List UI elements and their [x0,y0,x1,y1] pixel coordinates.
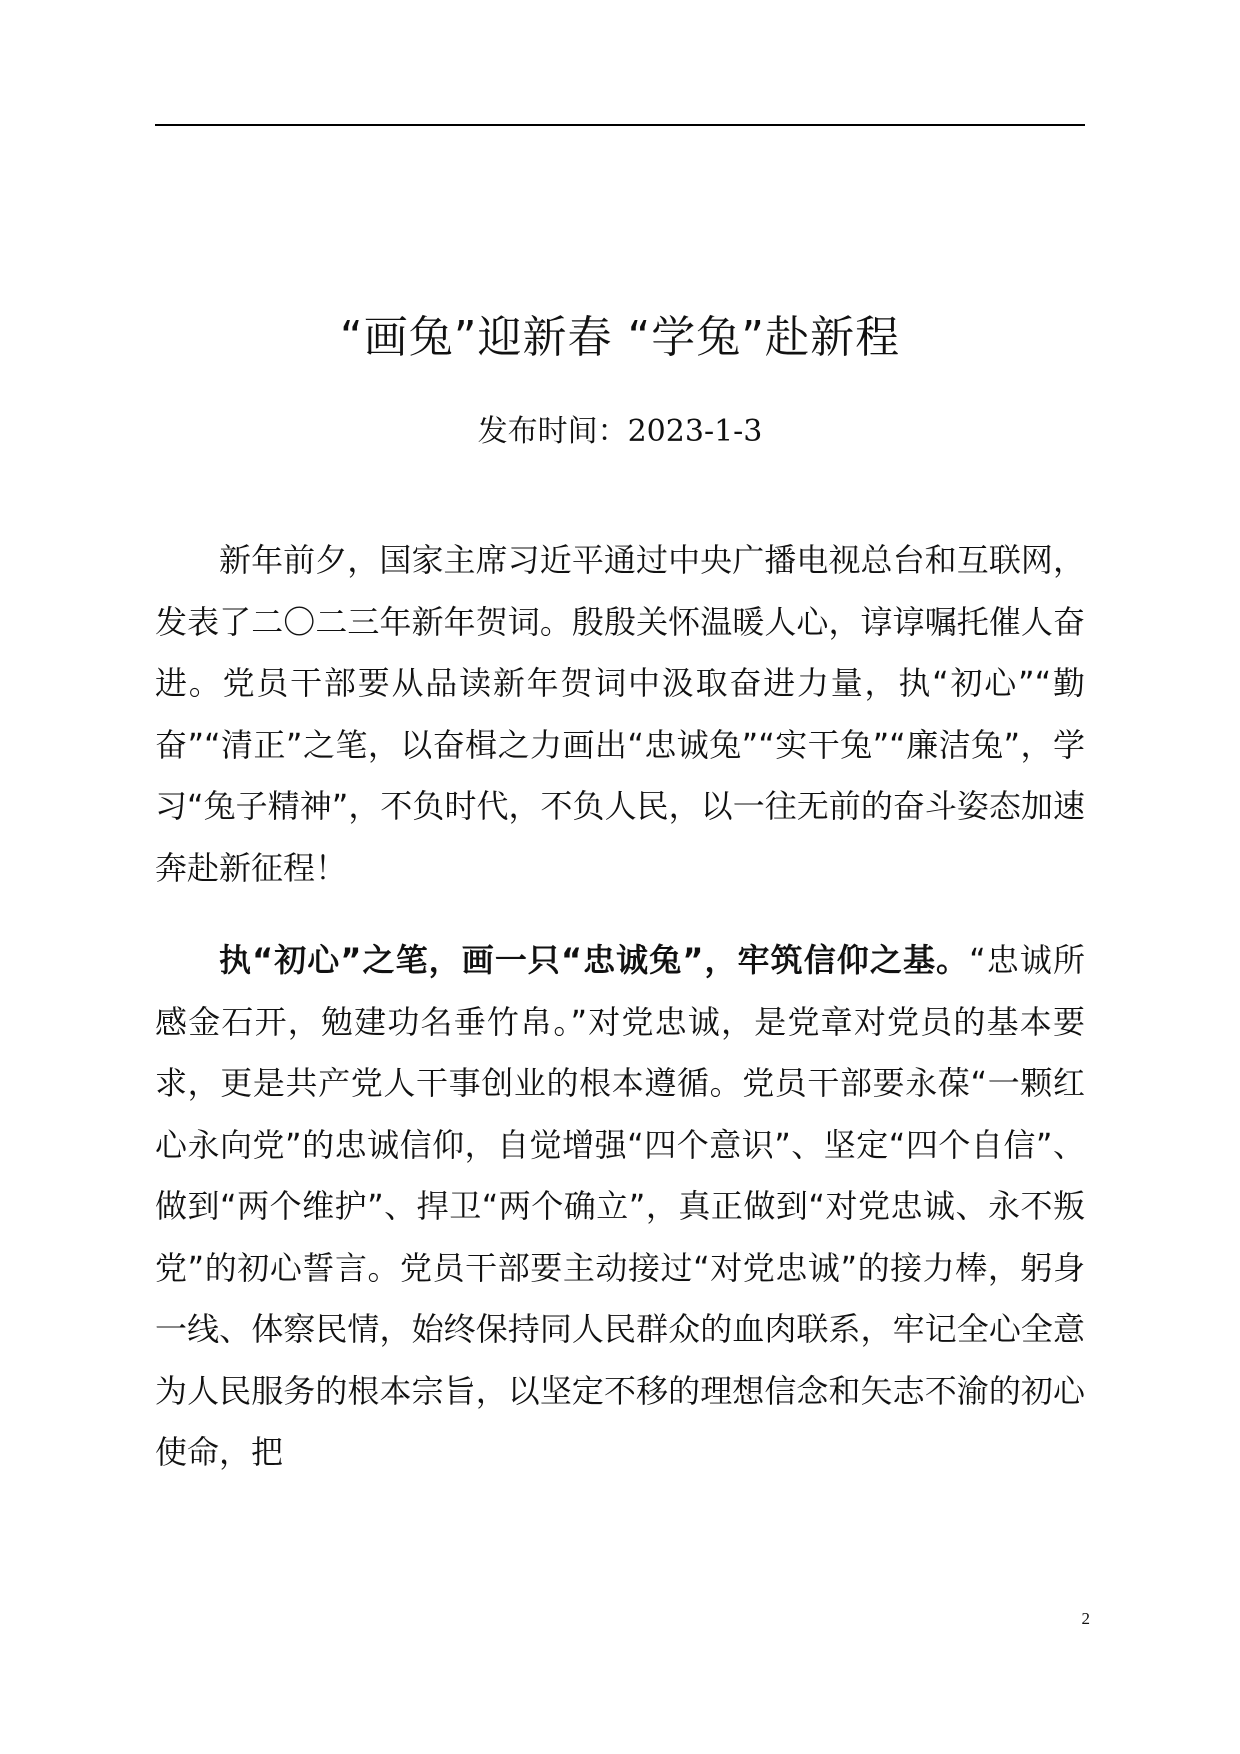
article-title: “画兔”迎新春 “学兔”赴新程 [339,312,901,363]
article-paragraph-2 [155,930,1085,1484]
paragraph-2-lead: 执“初心”之笔，画一只“忠诚兔”，牢筑信仰之基。 [219,941,970,979]
publish-date: 发布时间：2023-1-3 [477,414,763,449]
header-rule [155,124,1085,126]
article-paragraph-1: 新年前夕，国家主席习近平通过中央广播电视总台和互联网，发表了二〇二三年新年贺词。殷殷关怀温暖人心，谆谆嘱托催人奋进。党员干部要从品读新年贺词中汲取奋进力量，执“初心”“勤奋”“清正”之笔，以奋楫之力画出“忠诚兔”“实干兔”“廉洁兔”，学习“兔子精神”，不负时代，不负人民，以一往无前的奋斗姿态加速奔赴新征程！ [155,541,1085,887]
paragraph-2-body: “忠诚所感金石开，勉建功名垂竹帛。”对党忠诚，是党章对党员的基本要求，更是共产党人干事创业的根本遵循。党员干部要永葆“一颗红心永向党”的忠诚信仰，自觉增强“四个意识”、坚定“四个自信”、做到“两个维护”、捍卫“两个确立”，真正做到“对党忠诚、永不叛党”的初心誓言。党员干部要主动接过“对党忠诚”的接力棒，躬身一线、体察民情，始终保持同人民群众的血肉联系，牢记全心全意为人民服务的根本宗旨，以坚定不移的理想信念和矢志不渝的初心使命，把 [155,941,1085,1471]
page-number: 2 [1081,1609,1090,1628]
